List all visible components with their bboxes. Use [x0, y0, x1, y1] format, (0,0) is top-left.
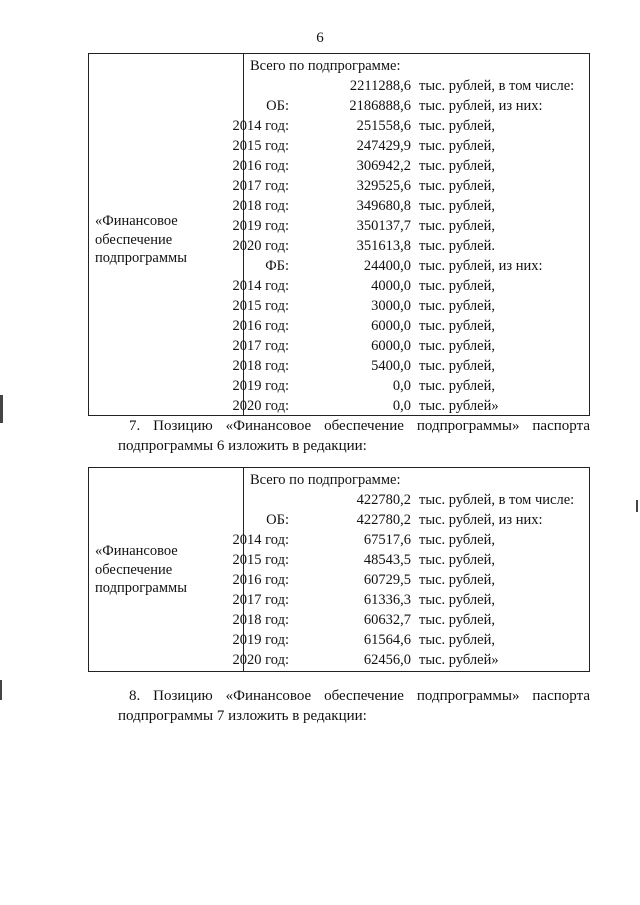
row-year: 2018 год: [232, 198, 289, 214]
total-value-row [244, 490, 589, 510]
row-label-financing: «Финансовое обеспечение подпрограммы [95, 213, 187, 266]
row-value: 67517,6 [363, 532, 411, 548]
row-unit: тыс. рублей» [419, 652, 499, 668]
page-number: 6 [316, 30, 324, 46]
row-value: 3000,0 [371, 298, 411, 314]
paragraph-8-line-2: подпрограммы 7 изложить в редакции: [118, 708, 367, 724]
paragraph-7 [118, 416, 590, 456]
row-year: 2016 год: [232, 158, 289, 174]
paragraph-word: Позицию [153, 418, 213, 434]
table-row [244, 510, 589, 530]
table-row [232, 276, 589, 296]
table-row [232, 530, 589, 550]
row-year: 2018 год: [232, 358, 289, 374]
row-year: ФБ: [265, 258, 289, 274]
row-value: 0,0 [392, 398, 411, 414]
row-year: 2017 год: [232, 592, 289, 608]
paragraph-word: обеспечение [324, 688, 404, 704]
row-unit: тыс. рублей, [419, 572, 495, 588]
row-year: ОБ: [266, 98, 289, 114]
row-year: 2019 год: [232, 632, 289, 648]
row-unit: тыс. рублей, [419, 358, 495, 374]
row-unit: тыс. рублей, [419, 552, 495, 568]
total-value: 422780,2 [356, 492, 411, 508]
table-row [232, 610, 589, 630]
table-row [244, 256, 589, 276]
table-row [232, 216, 589, 236]
table-row [232, 296, 589, 316]
row-value: 306942,2 [356, 158, 411, 174]
total-value-row [244, 76, 589, 96]
row-unit: тыс. рублей. [419, 238, 495, 254]
row-unit: тыс. рублей, [419, 158, 495, 174]
row-year: 2015 год: [232, 298, 289, 314]
table-row [232, 376, 589, 396]
row-value: 5400,0 [371, 358, 411, 374]
row-value: 48543,5 [363, 552, 411, 568]
paragraph-word: обеспечение [324, 418, 404, 434]
row-value: 62456,0 [363, 652, 411, 668]
row-value: 6000,0 [371, 318, 411, 334]
table-row [232, 176, 589, 196]
row-year: 2020 год: [232, 398, 289, 414]
row-value: 61336,3 [363, 592, 411, 608]
paragraph-word: «Финансовое [225, 418, 312, 434]
row-unit: тыс. рублей, [419, 218, 495, 234]
row-unit: тыс. рублей, из них: [419, 258, 543, 274]
row-value: 2186888,6 [349, 98, 411, 114]
table-row [232, 156, 589, 176]
total-value: 2211288,6 [349, 78, 411, 94]
row-year: 2019 год: [232, 378, 289, 394]
row-year: 2019 год: [232, 218, 289, 234]
row-unit: тыс. рублей, [419, 118, 495, 134]
total-unit: тыс. рублей, в том числе: [419, 492, 575, 508]
row-value: 60632,7 [363, 612, 411, 628]
row-value: 350137,7 [356, 218, 411, 234]
financing-table-1 [88, 53, 590, 416]
row-year: 2016 год: [232, 318, 289, 334]
paragraph-word: подпрограммы» [416, 688, 520, 704]
paragraph-word: подпрограммы» [416, 418, 520, 434]
row-unit: тыс. рублей, [419, 612, 495, 628]
paragraph-word: 8. [129, 688, 141, 704]
row-value: 0,0 [392, 378, 411, 394]
table-row [232, 316, 589, 336]
total-label-row [244, 56, 589, 76]
table-row [232, 116, 589, 136]
table-row [232, 236, 589, 256]
row-year: 2015 год: [232, 552, 289, 568]
total-unit: тыс. рублей, в том числе: [419, 78, 575, 94]
row-year: 2014 год: [232, 278, 289, 294]
row-year: 2017 год: [232, 338, 289, 354]
row-value: 6000,0 [371, 338, 411, 354]
row-year: 2015 год: [232, 138, 289, 154]
paragraph-7-line-2: подпрограммы 6 изложить в редакции: [118, 438, 367, 454]
table-row [232, 590, 589, 610]
scan-mark [636, 500, 638, 512]
row-unit: тыс. рублей, [419, 592, 495, 608]
table-row [232, 196, 589, 216]
paragraph-word: Позицию [153, 688, 213, 704]
row-unit: тыс. рублей, [419, 318, 495, 334]
row-value: 329525,6 [356, 178, 411, 194]
row-label-financing: «Финансовое обеспечение подпрограммы [95, 543, 187, 596]
table-row [232, 136, 589, 156]
row-value: 60729,5 [363, 572, 411, 588]
row-unit: тыс. рублей, [419, 532, 495, 548]
row-value: 61564,6 [363, 632, 411, 648]
row-year: 2017 год: [232, 178, 289, 194]
row-year: 2020 год: [232, 238, 289, 254]
table-row [232, 396, 589, 416]
table-row [232, 356, 589, 376]
row-value: 4000,0 [371, 278, 411, 294]
row-unit: тыс. рублей» [419, 398, 499, 414]
paragraph-word: «Финансовое [225, 688, 312, 704]
row-unit: тыс. рублей, [419, 178, 495, 194]
row-unit: тыс. рублей, [419, 378, 495, 394]
row-unit: тыс. рублей, [419, 278, 495, 294]
total-label-row [244, 470, 589, 490]
table-row [232, 630, 589, 650]
row-unit: тыс. рублей, из них: [419, 512, 543, 528]
table-row [232, 570, 589, 590]
row-year: 2020 год: [232, 652, 289, 668]
row-year: 2014 год: [232, 532, 289, 548]
total-label: Всего по подпрограмме: [250, 58, 401, 74]
scan-mark [0, 680, 2, 700]
row-unit: тыс. рублей, [419, 138, 495, 154]
financing-table-2 [88, 467, 590, 672]
table-row [244, 96, 589, 116]
table-row [232, 650, 589, 670]
row-unit: тыс. рублей, из них: [419, 98, 543, 114]
row-unit: тыс. рублей, [419, 338, 495, 354]
table-row [232, 336, 589, 356]
row-value: 24400,0 [363, 258, 411, 274]
row-value: 422780,2 [356, 512, 411, 528]
paragraph-8 [118, 686, 590, 726]
paragraph-word: паспорта [532, 418, 590, 434]
row-year: 2016 год: [232, 572, 289, 588]
row-year: 2014 год: [232, 118, 289, 134]
paragraph-word: паспорта [532, 688, 590, 704]
row-unit: тыс. рублей, [419, 298, 495, 314]
row-value: 349680,8 [356, 198, 411, 214]
table-row [232, 550, 589, 570]
total-label: Всего по подпрограмме: [250, 472, 401, 488]
row-unit: тыс. рублей, [419, 198, 495, 214]
scan-mark [0, 395, 3, 423]
row-value: 351613,8 [356, 238, 411, 254]
row-year: ОБ: [266, 512, 289, 528]
row-value: 251558,6 [356, 118, 411, 134]
row-value: 247429,9 [356, 138, 411, 154]
row-year: 2018 год: [232, 612, 289, 628]
paragraph-word: 7. [129, 418, 141, 434]
row-unit: тыс. рублей, [419, 632, 495, 648]
